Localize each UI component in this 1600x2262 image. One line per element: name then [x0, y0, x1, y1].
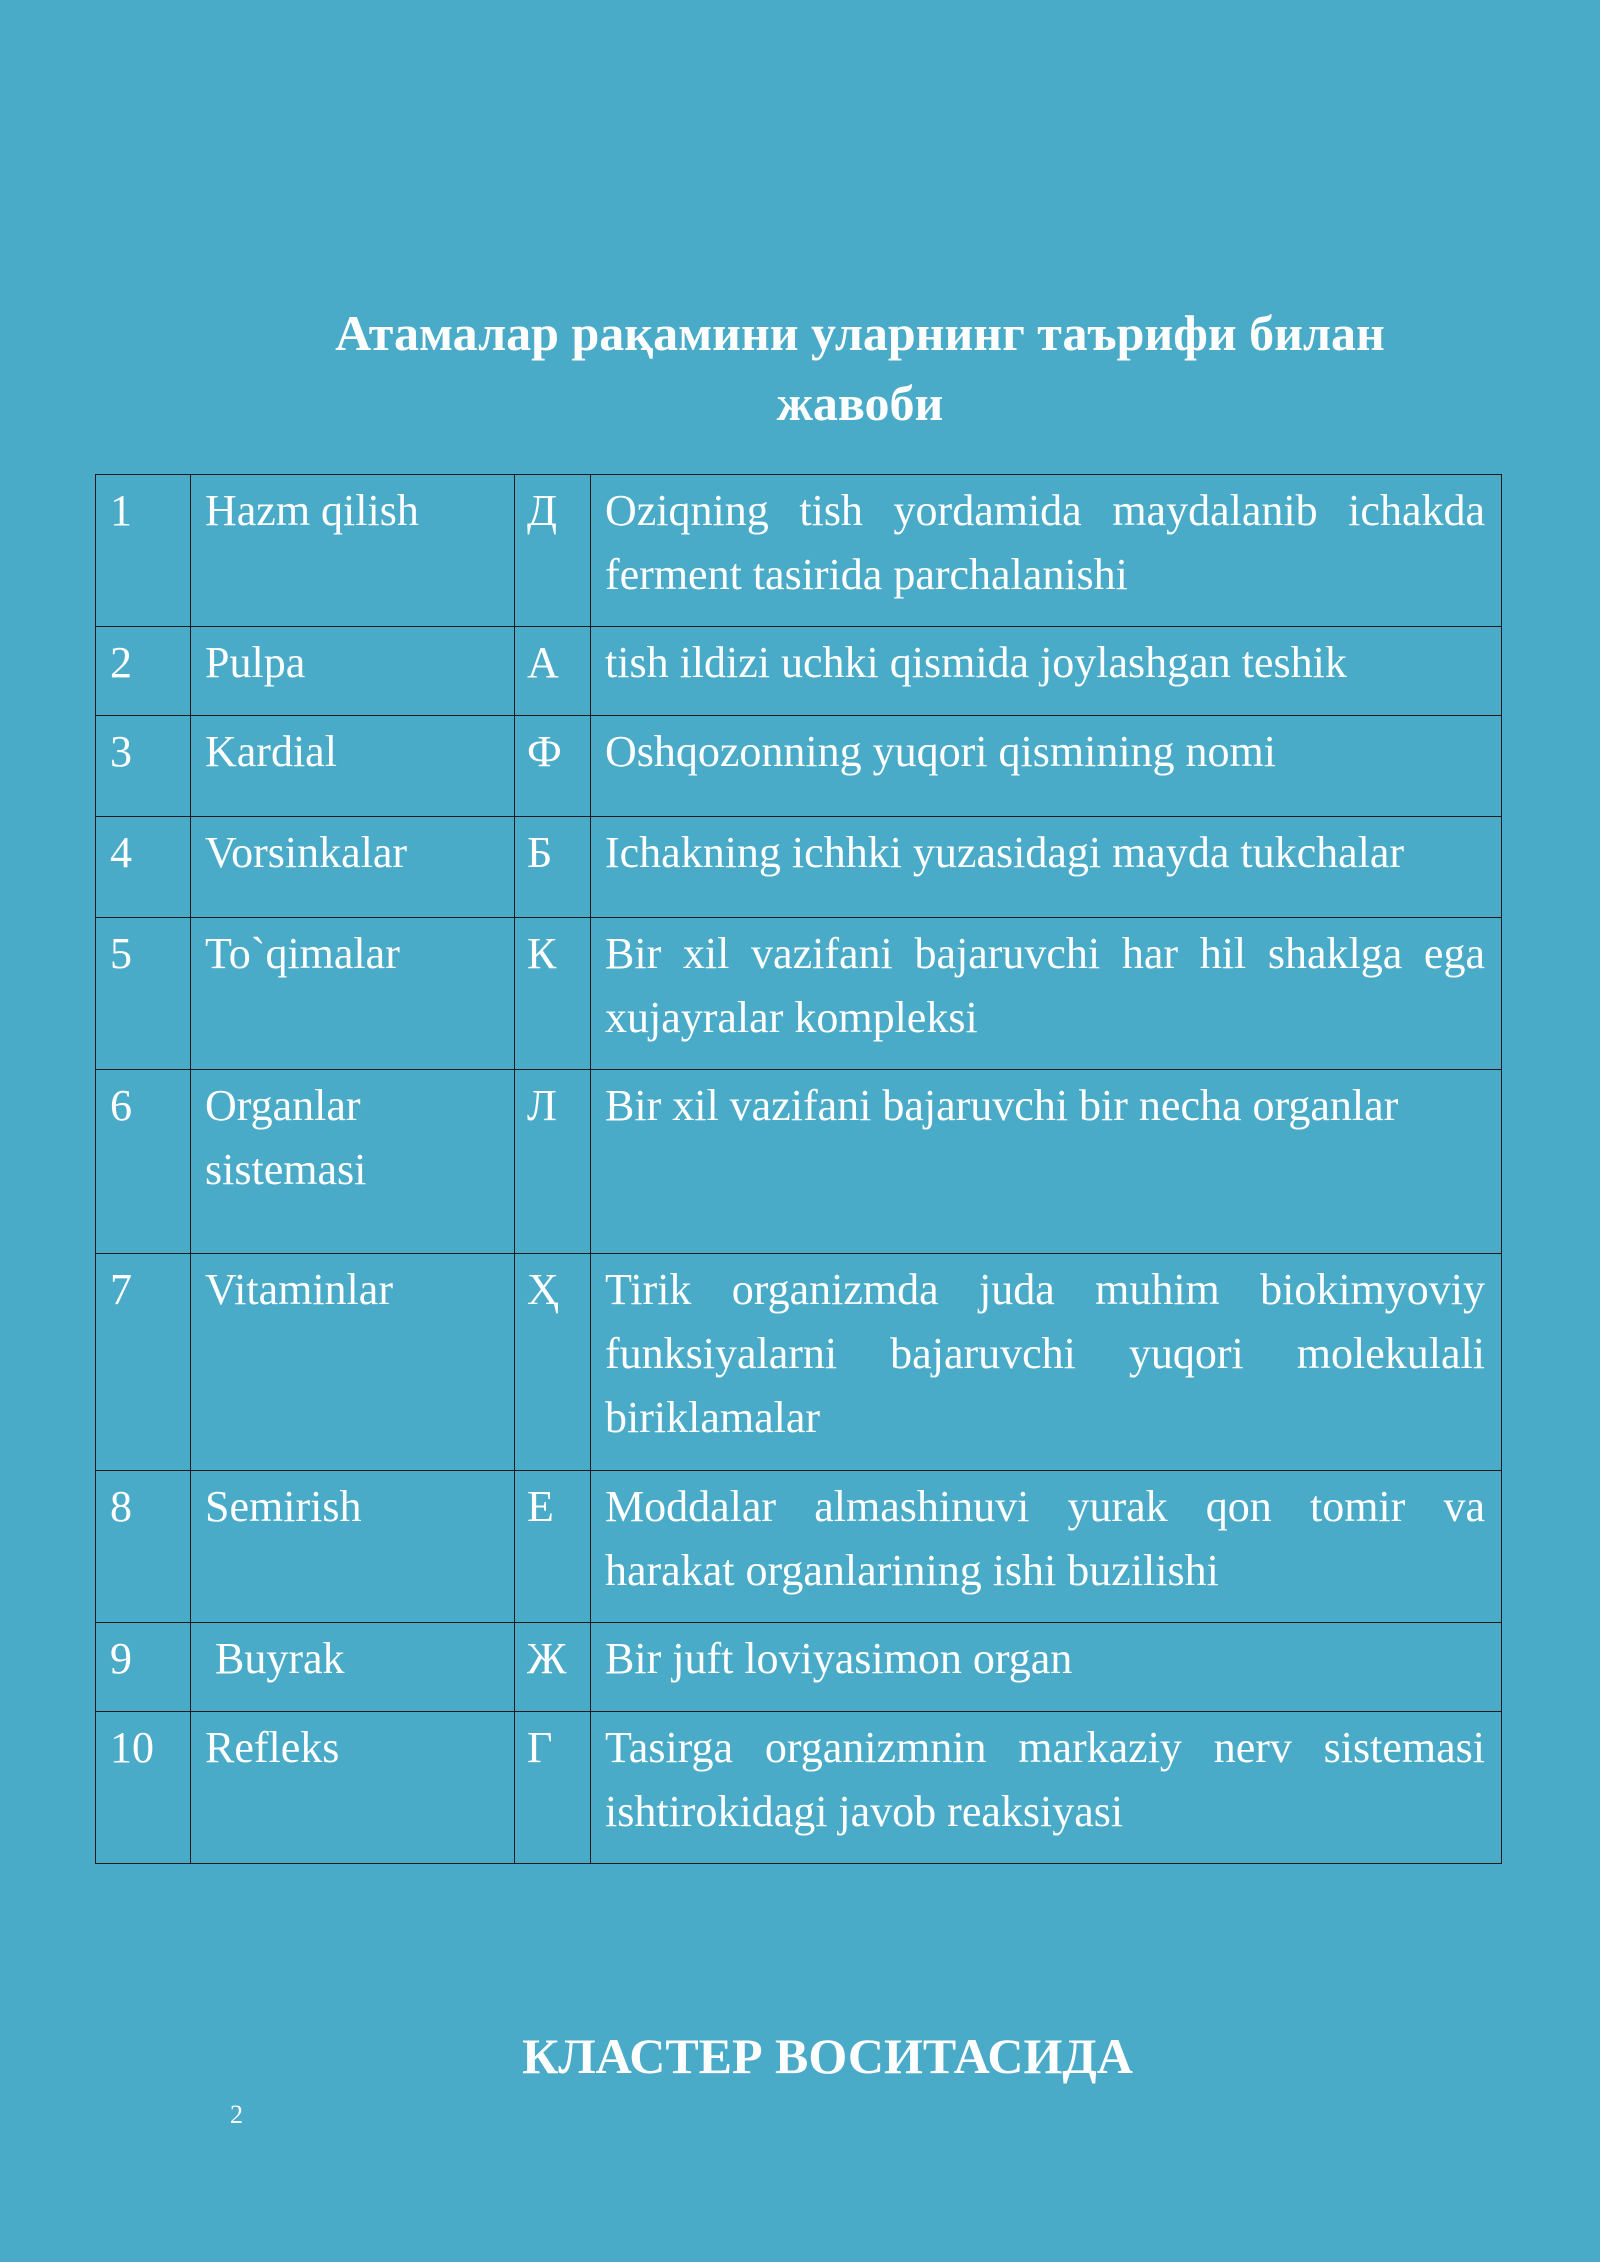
row-number: 9 [96, 1623, 191, 1712]
row-number: 8 [96, 1471, 191, 1623]
answer-letter: Г [515, 1712, 591, 1864]
answer-letter: Е [515, 1471, 591, 1623]
table-row [96, 817, 1502, 918]
answer-letter: К [515, 918, 591, 1070]
row-number: 6 [96, 1070, 191, 1254]
table-row [96, 475, 1502, 627]
row-number: 3 [96, 716, 191, 817]
answer-letter: Д [515, 475, 591, 627]
row-number: 2 [96, 627, 191, 716]
definition-cell: Tirik organizmda juda muhim biokimyoviy funksiyalarni bajaruvchi yuqori molekulali biriklamalar [591, 1254, 1502, 1471]
row-number: 4 [96, 817, 191, 918]
answer-letter: Б [515, 817, 591, 918]
row-number: 1 [96, 475, 191, 627]
term-cell: Hazm qilish [191, 475, 515, 627]
terms-table [95, 474, 1502, 1864]
table-row [96, 1070, 1502, 1254]
definition-cell: Bir xil vazifani bajaruvchi bir necha organlar [591, 1070, 1502, 1254]
definition-cell: Moddalar almashinuvi yurak qon tomir va harakat organlarining ishi buzilishi [591, 1471, 1502, 1623]
row-number: 7 [96, 1254, 191, 1471]
section-heading: КЛАСТЕР ВОСИТАСИДА [522, 2028, 1133, 2084]
definition-cell: Oziqning tish yordamida maydalanib ichakda ferment tasirida parchalanishi [591, 475, 1502, 627]
table-row [96, 1712, 1502, 1864]
answer-letter: Ф [515, 716, 591, 817]
term-cell: To`qimalar [191, 918, 515, 1070]
answer-letter: Ҳ [515, 1254, 591, 1471]
term-cell: Vitaminlar [191, 1254, 515, 1471]
term-cell: Buyrak [191, 1623, 515, 1712]
row-number: 10 [96, 1712, 191, 1864]
table-row [96, 918, 1502, 1070]
definition-cell: Ichakning ichhki yuzasidagi mayda tukchalar [591, 817, 1502, 918]
table-row [96, 1471, 1502, 1623]
table-row [96, 1623, 1502, 1712]
definition-cell: Oshqozonning yuqori qismining nomi [591, 716, 1502, 817]
term-cell: Vorsinkalar [191, 817, 515, 918]
definition-cell: tish ildizi uchki qismida joylashgan teshik [591, 627, 1502, 716]
row-number: 5 [96, 918, 191, 1070]
table-row [96, 716, 1502, 817]
term-cell: Pulpa [191, 627, 515, 716]
definition-cell: Tasirga organizmnin markaziy nerv sistemasi ishtirokidagi javob reaksiyasi [591, 1712, 1502, 1864]
answer-letter: Л [515, 1070, 591, 1254]
term-cell: Semirish [191, 1471, 515, 1623]
table-row [96, 1254, 1502, 1471]
table-row [96, 627, 1502, 716]
answer-letter: А [515, 627, 591, 716]
page-title: Атамалар рақамини уларнинг таърифи билан жавоби [335, 305, 1385, 431]
term-cell: Kardial [191, 716, 515, 817]
answer-letter: Ж [515, 1623, 591, 1712]
definition-cell: Bir juft loviyasimon organ [591, 1623, 1502, 1712]
page-number: 2 [230, 2100, 243, 2129]
definition-cell: Bir xil vazifani bajaruvchi har hil shaklga ega xujayralar kompleksi [591, 918, 1502, 1070]
term-cell: Organlar sistemasi [191, 1070, 515, 1254]
term-cell: Refleks [191, 1712, 515, 1864]
